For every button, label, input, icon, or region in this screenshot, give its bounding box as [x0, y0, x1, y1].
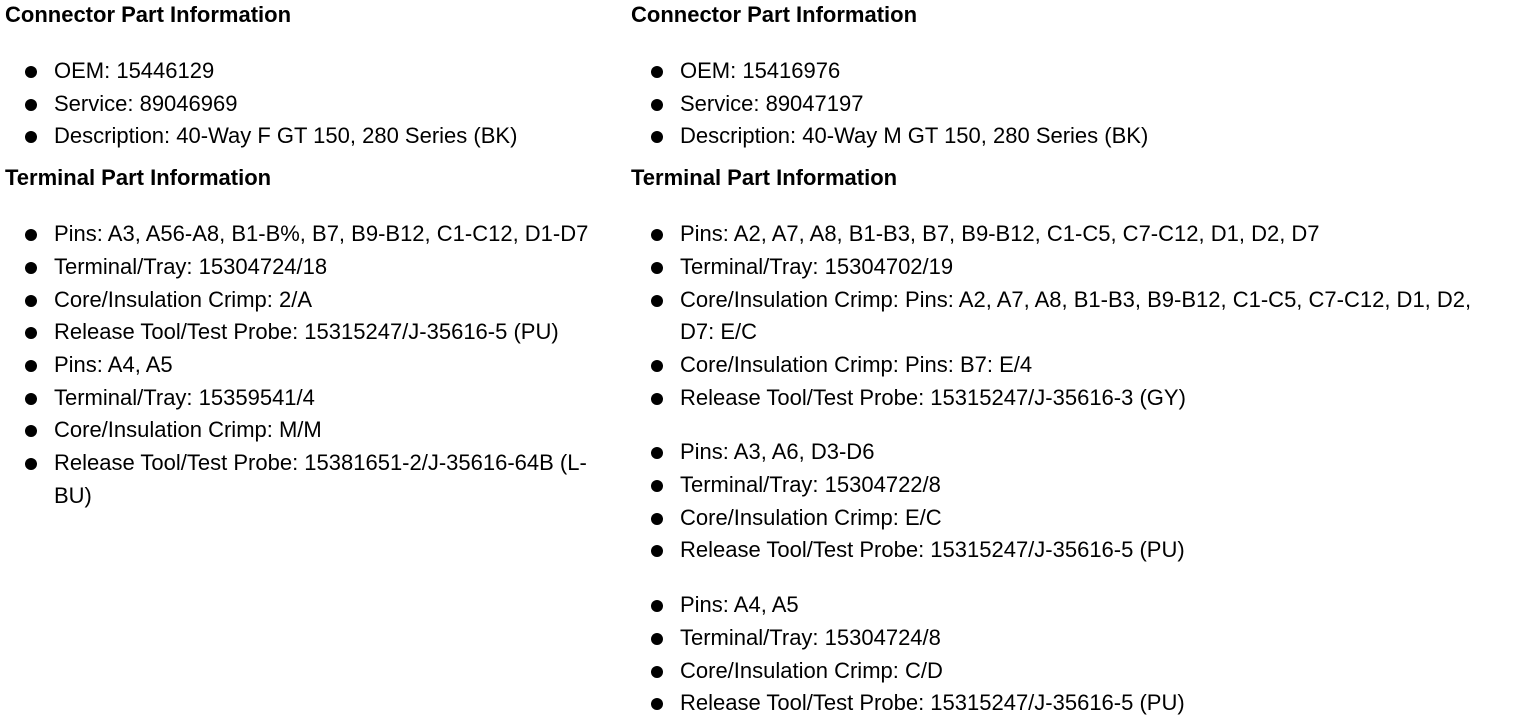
list-item-text: Description: 40-Way F GT 150, 280 Series (BK) — [54, 123, 518, 149]
left-terminal-list — [5, 218, 595, 512]
list-item — [5, 414, 595, 447]
list-item — [631, 589, 1511, 622]
list-item-text: Core/Insulation Crimp: Pins: A2, A7, A8, B1-B3, B9-B12, C1-C5, C7-C12, D1, D2, D7: E/C — [680, 286, 1472, 345]
bullet-icon — [651, 99, 663, 111]
list-item-text: Pins: A4, A5 — [54, 351, 173, 377]
right-terminal-group-1 — [631, 218, 1511, 414]
list-item-text: Pins: A3, A6, D3-D6 — [680, 439, 875, 465]
list-item-text: Description: 40-Way M GT 150, 280 Series (BK) — [680, 123, 1149, 149]
list-item — [631, 88, 1511, 121]
bullet-icon — [651, 262, 663, 274]
bullet-icon — [25, 458, 37, 470]
list-item — [5, 284, 595, 317]
list-item — [5, 55, 595, 88]
list-item — [5, 218, 595, 251]
list-item-text: Pins: A3, A56-A8, B1-B%, B7, B9-B12, C1-C12, D1-D7 — [54, 221, 589, 247]
left-connector-list — [5, 55, 595, 153]
list-item-text: Terminal/Tray: 15304724/18 — [54, 253, 328, 279]
list-item — [631, 687, 1511, 720]
right-terminal-heading: Terminal Part Information — [631, 165, 898, 191]
list-item — [5, 382, 595, 415]
list-item — [5, 120, 595, 153]
list-item — [5, 316, 595, 349]
list-item — [631, 382, 1511, 415]
bullet-icon — [651, 295, 663, 307]
left-column — [5, 0, 595, 512]
list-item-text: Release Tool/Test Probe: 15315247/J-35616-3 (GY) — [680, 384, 1186, 410]
list-item — [631, 284, 1511, 349]
bullet-icon — [651, 131, 663, 143]
bullet-icon — [651, 666, 663, 678]
list-item — [631, 218, 1511, 251]
bullet-icon — [651, 698, 663, 710]
right-terminal-group-2 — [631, 436, 1511, 567]
right-connector-heading: Connector Part Information — [631, 2, 918, 27]
list-item-text: Terminal/Tray: 15304722/8 — [680, 472, 941, 498]
bullet-icon — [25, 99, 37, 111]
list-item-text: Release Tool/Test Probe: 15315247/J-35616-5 (PU) — [680, 690, 1185, 716]
bullet-icon — [651, 447, 663, 459]
list-item-text: Core/Insulation Crimp: C/D — [680, 657, 943, 683]
bullet-icon — [651, 633, 663, 645]
list-item — [631, 55, 1511, 88]
bullet-icon — [651, 360, 663, 372]
right-column — [631, 0, 1511, 720]
bullet-icon — [25, 131, 37, 143]
list-item — [5, 251, 595, 284]
list-item-text: Core/Insulation Crimp: Pins: B7: E/4 — [680, 351, 1033, 377]
left-terminal-heading: Terminal Part Information — [5, 165, 272, 191]
list-item-text: Terminal/Tray: 15304724/8 — [680, 624, 941, 650]
bullet-icon — [651, 393, 663, 405]
left-connector-heading: Connector Part Information — [5, 2, 292, 27]
list-item-text: Service: 89046969 — [54, 90, 238, 116]
right-connector-list — [631, 55, 1511, 153]
bullet-icon — [25, 360, 37, 372]
list-item-text: Core/Insulation Crimp: E/C — [680, 504, 942, 530]
list-item — [5, 88, 595, 121]
bullet-icon — [651, 600, 663, 612]
list-item — [631, 534, 1511, 567]
bullet-icon — [25, 393, 37, 405]
bullet-icon — [25, 66, 37, 78]
list-item-text: Terminal/Tray: 15304702/19 — [680, 253, 954, 279]
bullet-icon — [25, 295, 37, 307]
list-item-text: Service: 89047197 — [680, 90, 864, 116]
bullet-icon — [25, 327, 37, 339]
list-item — [631, 436, 1511, 469]
list-item-text: Release Tool/Test Probe: 15315247/J-35616-5 (PU) — [680, 537, 1185, 563]
list-item — [5, 349, 595, 382]
list-item-text: OEM: 15416976 — [680, 58, 841, 83]
list-item-text: Core/Insulation Crimp: M/M — [54, 417, 322, 443]
list-item — [5, 447, 595, 512]
list-item-text: Core/Insulation Crimp: 2/A — [54, 286, 312, 312]
list-item — [631, 469, 1511, 502]
list-item-text: OEM: 15446129 — [54, 58, 215, 83]
list-item — [631, 349, 1511, 382]
list-item-text: Pins: A4, A5 — [680, 592, 799, 618]
list-item — [631, 655, 1511, 688]
list-item-text: Pins: A2, A7, A8, B1-B3, B7, B9-B12, C1-C5, C7-C12, D1, D2, D7 — [680, 221, 1320, 247]
bullet-icon — [651, 545, 663, 557]
bullet-icon — [25, 425, 37, 437]
bullet-icon — [651, 513, 663, 525]
right-terminal-group-3 — [631, 589, 1511, 720]
list-item-text: Release Tool/Test Probe: 15315247/J-35616-5 (PU) — [54, 319, 559, 345]
list-item — [631, 120, 1511, 153]
list-item-text: Terminal/Tray: 15359541/4 — [54, 384, 315, 410]
list-item — [631, 502, 1511, 535]
bullet-icon — [651, 66, 663, 78]
bullet-icon — [651, 229, 663, 241]
bullet-icon — [25, 229, 37, 241]
list-item — [631, 622, 1511, 655]
list-item-text: Release Tool/Test Probe: 15381651-2/J-35616-64B (L-BU) — [54, 450, 587, 508]
list-item — [631, 251, 1511, 284]
bullet-icon — [25, 262, 37, 274]
bullet-icon — [651, 480, 663, 492]
